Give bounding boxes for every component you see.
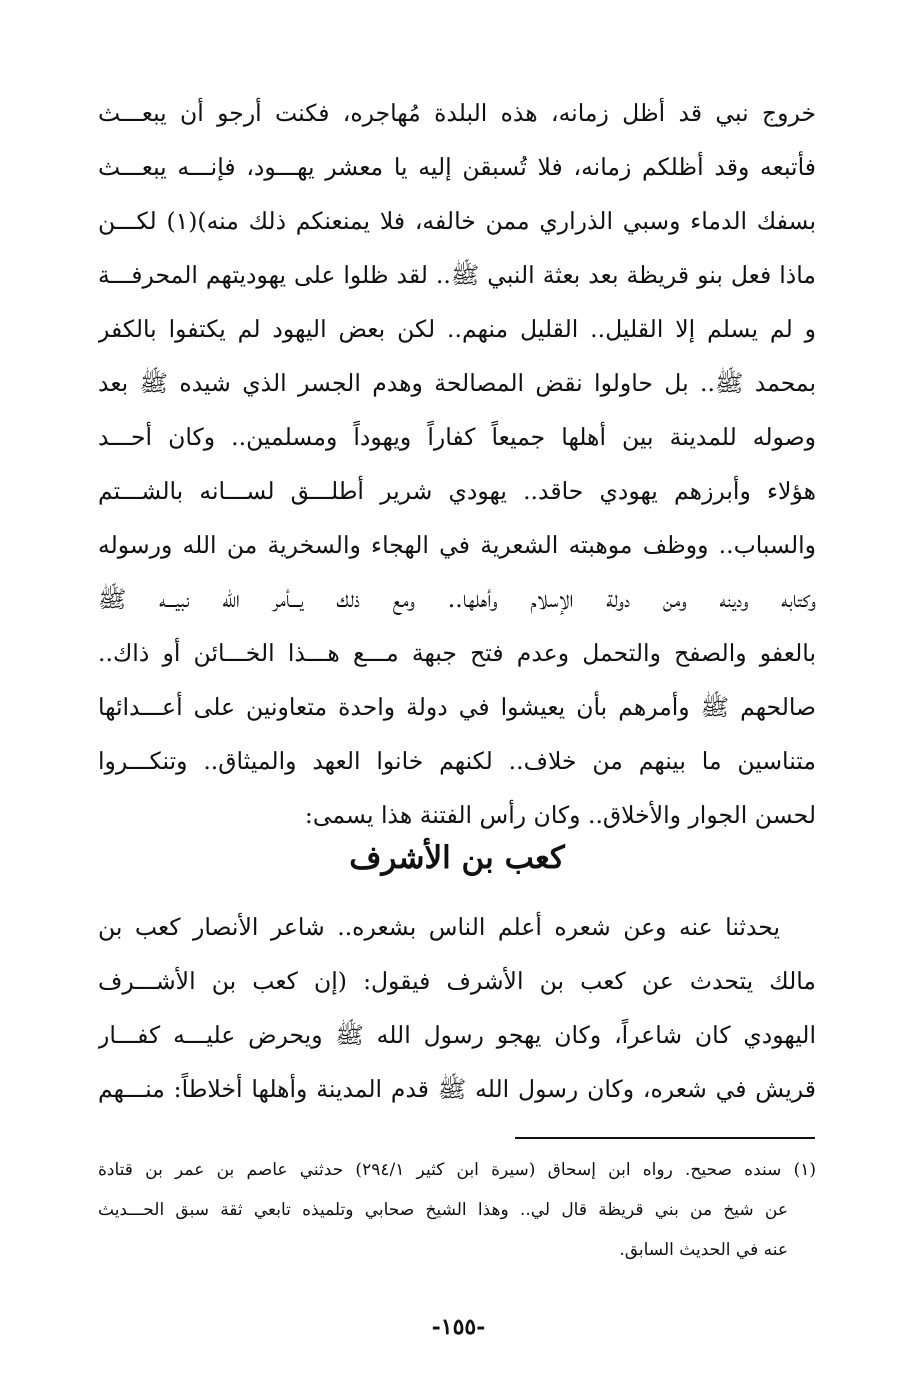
page-number: -١٥٥- [431,1314,486,1340]
footnotes [98,1150,816,1270]
text-line: بمحمد ﷺ.. بل حاولوا نقض المصالحة وهدم الجسر الذي شيده ﷺ بعد [98,369,816,397]
text-line: ماذا فعل بنو قريظة بعد بعثة النبي ﷺ.. لقد ظلوا على يهوديتهم المحرفـــة [98,261,816,289]
text-line: وكتابه ودينه ومن دولة الإسلام وأهلها.. ومع ذلك يـــأمر الله نبيـــه ﷺ [98,585,816,613]
footnote-line: عن شيخ من بني قريظة قال لي.. وهذا الشيخ صحابي وتلميذه تابعي ثقة سبق الحـــديث [98,1200,788,1220]
footnote-divider [515,1137,815,1139]
footnote-line: عنه في الحديث السابق. [619,1240,788,1260]
text-line: صالحهم ﷺ وأمرهم بأن يعيشوا في دولة واحدة متعاونين على أعـــدائها [98,693,816,721]
main-text [98,86,816,842]
text-line: والسباب.. ووظف موهبته الشعرية في الهجاء والسخرية من الله ورسوله [98,531,816,559]
text-line: و لم يسلم إلا القليل.. القليل منهم.. لكن بعض اليهود لم يكتفوا بالكفر [98,315,816,343]
text-line: متناسين ما بينهم من خلاف.. لكنهم خانوا العهد والميثاق.. وتنكـــروا [98,747,816,775]
text-line: وصوله للمدينة بين أهلها جميعاً كفاراً ويهوداً ومسلمين.. وكان أحـــد [98,423,816,451]
section-heading: كعب بن الأشرف [349,840,565,876]
text-line: اليهودي كان شاعراً، وكان يهجو رسول الله ﷺ ويحرض عليـــه كفـــار [98,1021,816,1049]
text-line: بسفك الدماء وسبي الذراري ممن خالفه، فلا يمنعنكم ذلك منه)(١) لكـــن [98,207,816,235]
text-line: مالك يتحدث عن كعب بن الأشرف فيقول: (إن كعب بن الأشـــرف [98,967,816,995]
text-line: قريش في شعره، وكان رسول الله ﷺ قدم المدينة وأهلها أخلاطاً: منـــهم [98,1075,816,1103]
text-line: خروج نبي قد أظل زمانه، هذه البلدة مُهاجره، فكنت أرجو أن يبعـــث [98,99,816,127]
footnote-line: (١) سنده صحيح. رواه ابن إسحاق (سيرة ابن كثير ٢٩٤/١) حدثني عاصم بن عمر بن قتادة [98,1160,816,1180]
text-line: بالعفو والصفح والتحمل وعدم فتح جبهة مـــع هـــذا الخـــائن أو ذاك.. [98,639,816,667]
text-line: فأتبعه وقد أظلكم زمانه، فلا تُسبقن إليه يا معشر يهـــود، فإنـــه يبعـــث [98,153,816,181]
text-line: هؤلاء وأبرزهم يهودي حاقد.. يهودي شرير أطلـــق لســـانه بالشـــتم [98,477,816,505]
text-line: لحسن الجوار والأخلاق.. وكان رأس الفتنة هذا يسمى: [304,801,816,829]
section-text [98,900,816,1116]
text-line: يحدثنا عنه وعن شعره أعلم الناس بشعره.. شاعر الأنصار كعب بن [98,913,780,941]
